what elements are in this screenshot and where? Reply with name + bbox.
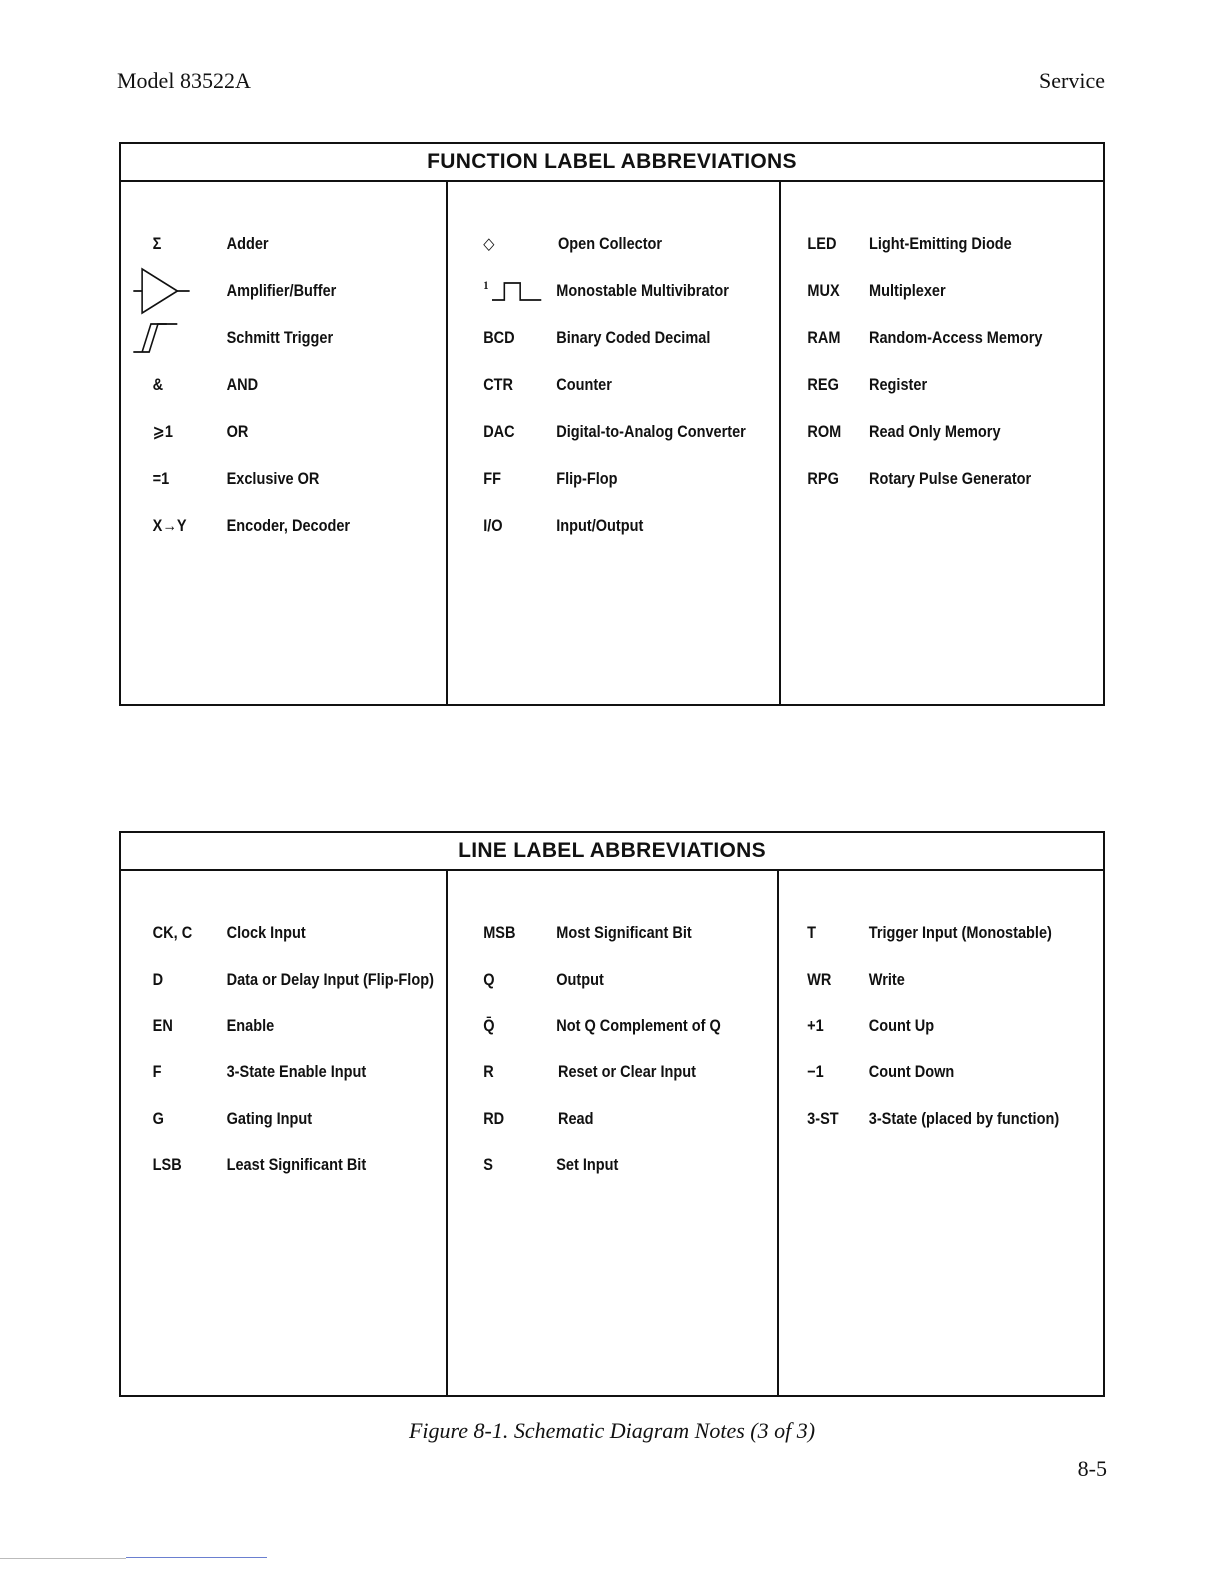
line-desc: Least Significant Bit [226,1156,367,1174]
line-col-2 [446,871,779,1396]
function-abbr: I/O [483,517,503,535]
amplifier-buffer-icon [132,266,194,316]
line-row [448,1011,739,1041]
line-desc: 3-State Enable Input [226,1063,367,1081]
line-desc: Write [868,971,905,989]
function-abbr: REG [807,376,839,394]
function-col-3 [779,182,1103,705]
function-abbr: ROM [807,423,842,441]
line-abbr: T [807,924,817,942]
function-desc: Input/Output [556,517,644,535]
figure-caption: Figure 8-1. Schematic Diagram Notes (3 of 3) [408,1418,816,1443]
function-abbr: BCD [483,329,515,347]
line-label-table [119,831,1105,1397]
line-abbr: LSB [152,1156,182,1174]
function-abbr: X→Y [152,517,187,535]
line-abbr: +1 [807,1017,824,1035]
function-row [121,417,407,447]
line-row [779,1104,1064,1134]
line-desc: Count Down [868,1063,955,1081]
function-desc: Exclusive OR [226,470,320,488]
function-desc: Counter [556,376,612,394]
line-abbr: Q [483,971,495,989]
line-table-title: LINE LABEL ABBREVIATIONS [121,833,1103,871]
function-abbr: ⩾1 [152,423,173,441]
function-abbr: CTR [483,376,514,394]
header-model: Model 83522A [117,68,251,93]
line-abbr: MSB [483,924,516,942]
line-row [448,965,739,995]
function-col-2 [446,182,781,705]
function-row [121,276,407,306]
function-row [121,511,407,541]
function-desc: Amplifier/Buffer [226,282,337,300]
function-row [121,464,407,494]
function-row [448,370,741,400]
function-desc: AND [226,376,259,394]
line-row [121,918,407,948]
line-row [779,965,1064,995]
line-row [448,918,739,948]
line-row [779,1057,1064,1087]
function-row [781,417,1064,447]
line-abbr: S [483,1156,493,1174]
line-abbr: CK, C [152,924,193,942]
function-desc: OR [226,423,249,441]
line-abbr: F [152,1063,162,1081]
function-abbr: ◇ [483,235,495,253]
function-abbr: Σ [152,235,162,253]
page-number: 8-5 [1077,1456,1107,1481]
function-row [448,229,741,259]
function-desc: Light-Emitting Diode [869,235,1012,253]
function-abbr: & [152,376,164,394]
function-row [121,323,407,353]
function-row [781,323,1064,353]
function-row [121,370,407,400]
line-row [121,1011,407,1041]
line-row [448,1057,739,1087]
function-desc: Schmitt Trigger [226,329,334,347]
function-label-table [119,142,1105,706]
function-desc: Open Collector [558,235,663,253]
line-desc: Read [558,1110,594,1128]
function-abbr: 1 [483,278,489,292]
function-row [781,229,1064,259]
line-abbr: Q̄ [483,1017,495,1035]
footer-rule-accent [126,1557,267,1558]
line-desc: Gating Input [226,1110,313,1128]
line-desc: Set Input [556,1156,619,1174]
function-row [781,464,1064,494]
function-abbr: FF [483,470,501,488]
line-row [448,1150,739,1180]
function-table-title: FUNCTION LABEL ABBREVIATIONS [121,144,1103,182]
function-row [448,464,741,494]
line-desc: 3-State (placed by function) [868,1110,1060,1128]
line-desc: Clock Input [226,924,306,942]
line-row [121,1057,407,1087]
line-abbr: EN [152,1017,173,1035]
line-desc: Not Q Complement of Q [556,1017,721,1035]
function-abbr: RAM [807,329,841,347]
function-desc: Binary Coded Decimal [556,329,711,347]
line-desc: Trigger Input (Monostable) [868,924,1052,942]
function-desc: Digital-to-Analog Converter [556,423,746,441]
line-row [779,918,1064,948]
line-abbr: −1 [807,1063,824,1081]
function-desc: Random-Access Memory [869,329,1043,347]
line-row [121,1150,407,1180]
line-abbr: R [483,1063,494,1081]
function-abbr: =1 [152,470,170,488]
function-row [448,323,741,353]
function-desc: Rotary Pulse Generator [869,470,1032,488]
function-abbr: MUX [807,282,840,300]
line-desc: Output [556,971,604,989]
function-row [448,511,741,541]
line-desc: Most Significant Bit [556,924,692,942]
schmitt-trigger-icon [132,320,185,356]
line-row [121,1104,407,1134]
footer-rule [0,1558,126,1559]
function-desc: Flip-Flop [556,470,618,488]
line-abbr: 3-ST [807,1110,839,1128]
function-abbr: DAC [483,423,515,441]
function-row [121,229,407,259]
monostable-pulse-icon [490,280,543,302]
function-desc: Monostable Multivibrator [556,282,729,300]
function-desc: Multiplexer [869,282,946,300]
line-row [779,1011,1064,1041]
line-col-3 [777,871,1103,1396]
line-row [121,965,434,995]
header-section: Service [1039,68,1105,93]
function-abbr: RPG [807,470,839,488]
line-abbr: D [152,971,164,989]
line-abbr: RD [483,1110,505,1128]
line-col-1 [121,871,446,1396]
line-desc: Data or Delay Input (Flip-Flop) [226,971,434,989]
line-desc: Reset or Clear Input [558,1063,696,1081]
function-col-1 [121,182,446,705]
line-abbr: G [152,1110,164,1128]
function-desc: Encoder, Decoder [226,517,351,535]
function-abbr: LED [807,235,837,253]
function-row [781,370,1064,400]
function-row [448,276,741,306]
line-row [448,1104,739,1134]
line-desc: Enable [226,1017,275,1035]
line-abbr: WR [807,971,832,989]
function-row [448,417,746,447]
function-desc: Read Only Memory [869,423,1001,441]
function-desc: Register [869,376,928,394]
line-desc: Count Up [868,1017,935,1035]
function-desc: Adder [226,235,269,253]
function-row [781,276,1064,306]
